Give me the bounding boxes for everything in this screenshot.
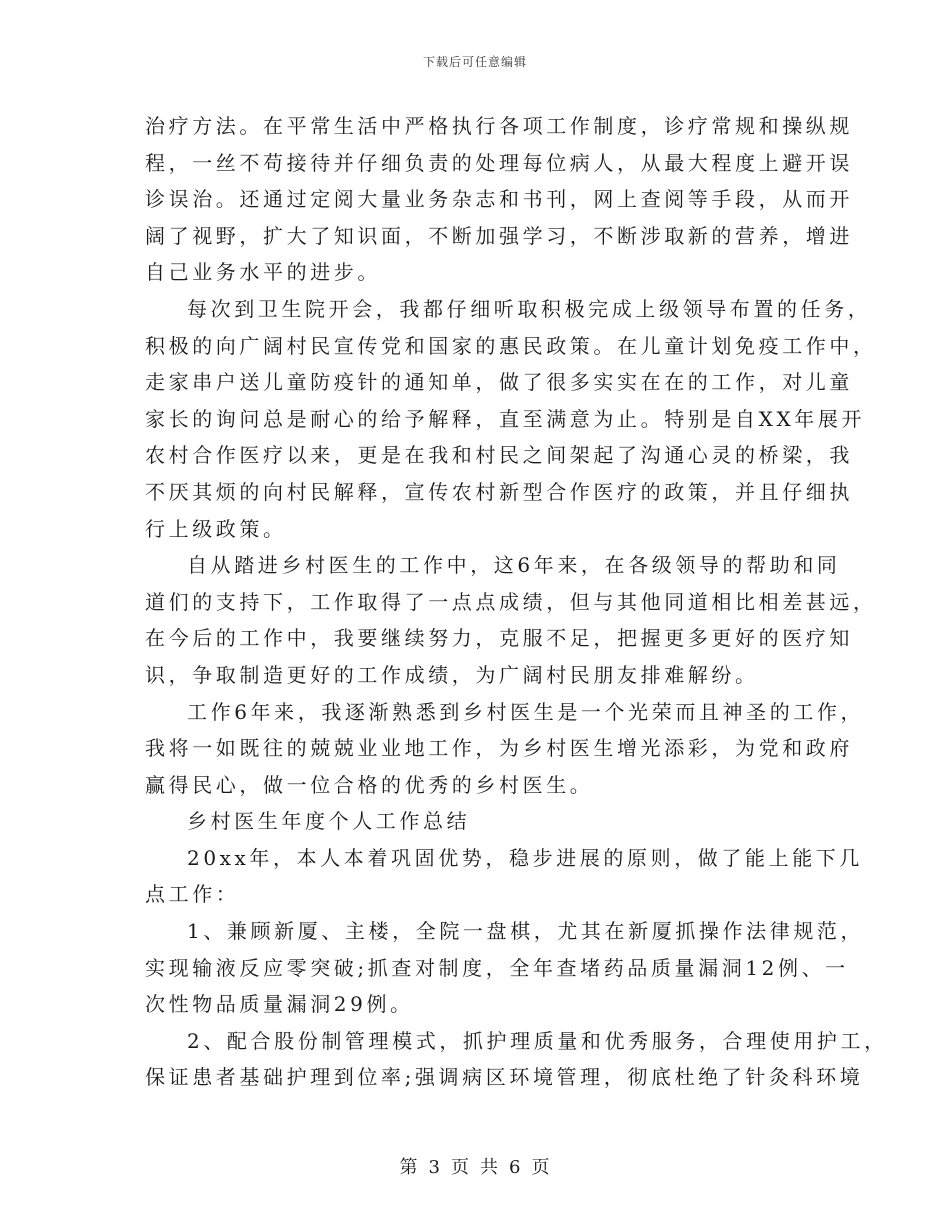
- text-line: 程，一丝不苟接待并仔细负责的处理每位病人，从最大程度上避开误: [145, 150, 853, 175]
- footer-prefix: 第: [399, 1157, 419, 1178]
- text-line: 2、配合股份制管理模式，抓护理质量和优秀服务，合理使用护工，: [187, 1028, 888, 1053]
- text-line: 乡村医生年度个人工作总结: [187, 809, 471, 834]
- text-line: 诊误治。还通过定阅大量业务杂志和书刊，网上查阅等手段，从而开: [145, 187, 853, 212]
- text-line: 道们的支持下，工作取得了一点点成绩，但与其他同道相比相差甚远，: [145, 589, 877, 614]
- text-line: 家长的询问总是耐心的给予解释，直至满意为止。特别是自XX年展开: [145, 406, 866, 431]
- text-line: 治疗方法。在平常生活中严格执行各项工作制度，诊疗常规和操纵规: [145, 114, 853, 138]
- text-line: 我将一如既往的兢兢业业地工作，为乡村医生增光添彩，为党和政府: [145, 736, 853, 761]
- page-number-footer: [0, 1153, 950, 1179]
- text-line: 在今后的工作中，我要继续努力，克服不足，把握更多更好的医疗知: [145, 626, 853, 651]
- text-line: 20xx年，本人本着巩固优势，稳步进展的原则，做了能上能下几: [187, 845, 864, 870]
- text-line: 1、兼顾新厦、主楼，全院一盘棋，尤其在新厦抓操作法律规范，: [187, 919, 865, 944]
- text-line: 阔了视野，扩大了知识面，不断加强学习，不断涉取新的营养，增进: [145, 223, 853, 248]
- text-line: 积极的向广阔村民宣传党和国家的惠民政策。在儿童计划免疫工作中，: [145, 333, 877, 358]
- text-line: 识，争取制造更好的工作成绩，为广阔村民朋友排难解纷。: [145, 662, 759, 687]
- text-line: 行上级政策。: [145, 516, 287, 541]
- text-line: 农村合作医疗以来，更是在我和村民之间架起了沟通心灵的桥梁，我: [145, 443, 853, 468]
- text-line: 保证患者基础护理到位率;强调病区环境管理，彻底杜绝了针灸科环境: [145, 1065, 864, 1090]
- footer-suffix: 页: [531, 1157, 551, 1178]
- text-line: 每次到卫生院开会，我都仔细听取积极完成上级领导布置的任务，: [187, 296, 872, 321]
- text-line: 次性物品质量漏洞29例。: [145, 992, 414, 1017]
- text-line: 点工作：: [145, 882, 240, 907]
- text-line: 赢得民心，做一位合格的优秀的乡村医生。: [145, 772, 594, 797]
- footer-total-pages: 6: [509, 1157, 522, 1178]
- text-line: 自己业务水平的进步。: [145, 260, 381, 285]
- document-body: [145, 108, 888, 1096]
- footer-total-word: 共: [480, 1157, 499, 1178]
- text-line: 走家串户送儿童防疫针的通知单，做了很多实实在在的工作，对儿童: [145, 370, 853, 395]
- footer-current-page: 3: [428, 1157, 441, 1178]
- header-note: 下载后可任意编辑: [422, 55, 527, 69]
- text-line: 实现输液反应零突破;抓查对制度，全年查堵药品质量漏洞12例、一: [145, 955, 849, 980]
- text-line: 自从踏进乡村医生的工作中，这6年来，在各级领导的帮助和同: [187, 553, 841, 578]
- text-line: 不厌其烦的向村民解释，宣传农村新型合作医疗的政策，并且仔细执: [145, 479, 853, 504]
- text-line: 工作6年来，我逐渐熟悉到乡村医生是一个光荣而且神圣的工作，: [187, 699, 865, 724]
- footer-page-word: 页: [451, 1157, 470, 1178]
